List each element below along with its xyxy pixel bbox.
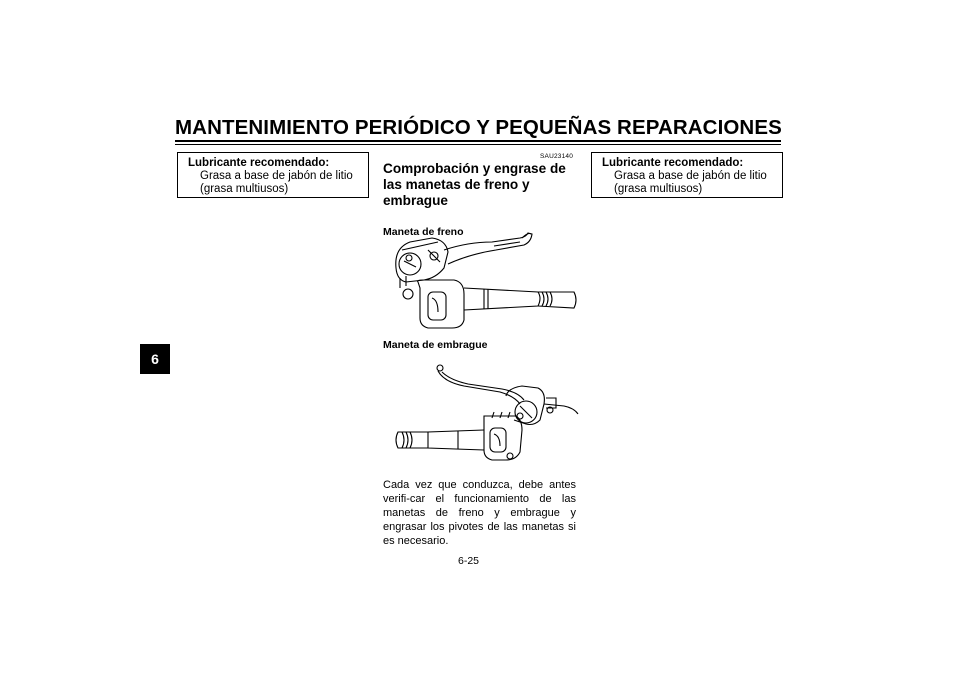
lubricant-note-left (177, 152, 369, 198)
title-rule (175, 140, 781, 142)
subheading-brake-lever: Maneta de freno (383, 226, 464, 238)
brake-lever-illustration (388, 228, 580, 334)
note-text: Grasa a base de jabón de litio (grasa multiusos) (200, 170, 353, 195)
section-heading: Comprobación y engrase de las manetas de freno y embrague (383, 161, 566, 208)
section-code: SAU23140 (540, 153, 574, 160)
note-title: Lubricante recomendado: (188, 157, 330, 169)
note-text: Grasa a base de jabón de litio (grasa multiusos) (614, 170, 767, 195)
subheading-clutch-lever: Maneta de embrague (383, 339, 488, 351)
page-title: MANTENIMIENTO PERIÓDICO Y PEQUEÑAS REPARACIONES (175, 116, 782, 139)
clutch-lever-illustration (388, 360, 580, 464)
page-number: 6-25 (458, 555, 480, 567)
title-rule-thin (175, 144, 781, 145)
body-paragraph: Cada vez que conduzca, debe antes verifi-car el funcionamiento de las manetas de freno y embrague y engrasar los pivotes de las manetas si es necesario. (383, 479, 576, 547)
chapter-tab: 6 (140, 344, 170, 374)
note-title: Lubricante recomendado: (602, 157, 744, 169)
lubricant-note-right (591, 152, 783, 198)
